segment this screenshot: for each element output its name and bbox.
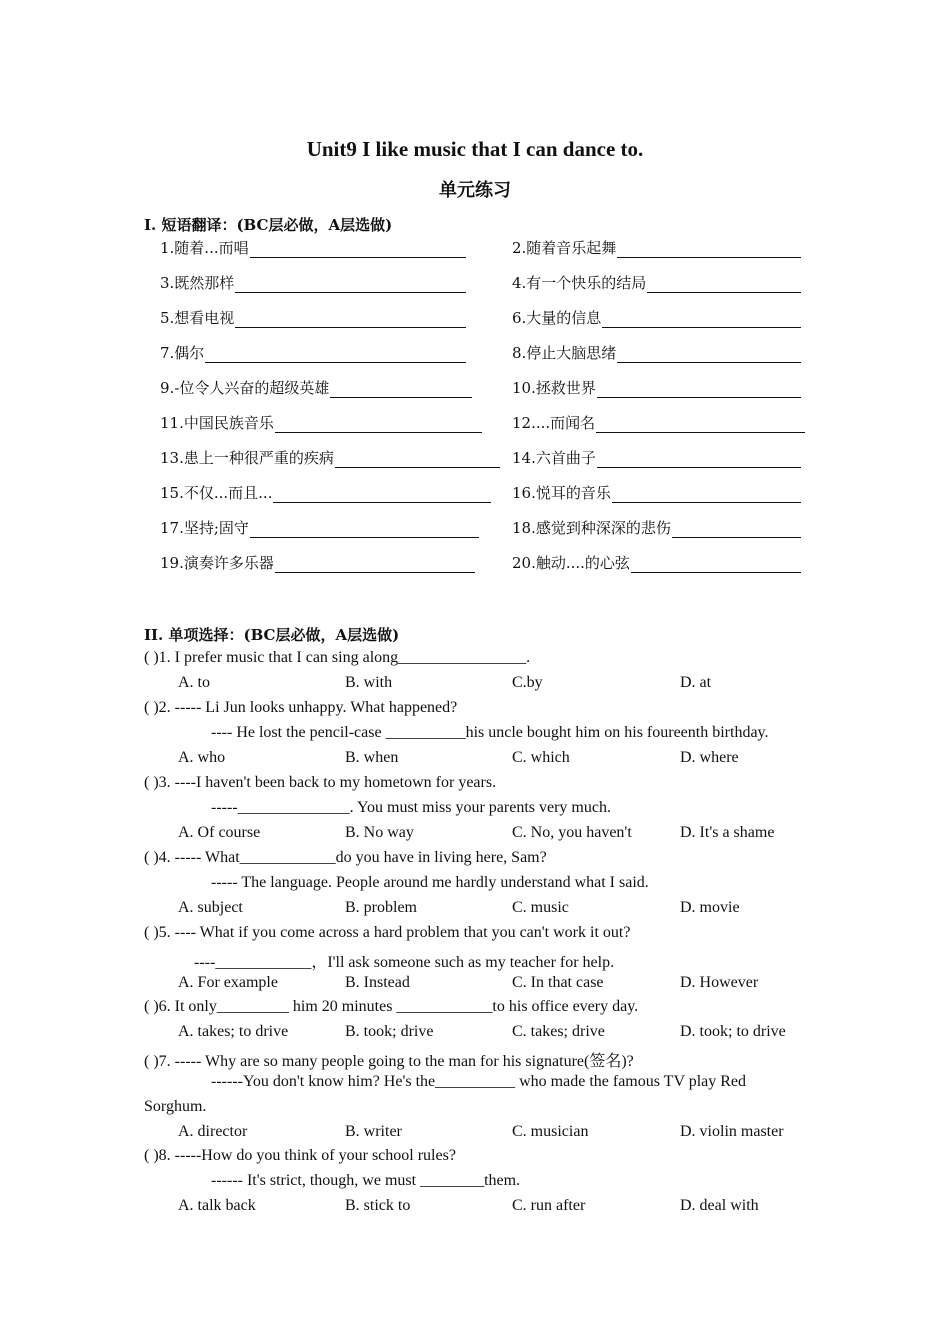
phrase-item (512, 272, 801, 293)
phrase-item (160, 307, 466, 328)
phrase-item (160, 272, 466, 293)
option-a[interactable]: A. who (178, 749, 226, 766)
question-3-stem: ( )3. ----I haven't been back to my hometown for years. (144, 774, 497, 791)
question-5-stem: ( )5. ---- What if you come across a hard problem that you can't work it out? (144, 924, 631, 941)
phrase-label: 17.坚持;固守 (160, 519, 249, 537)
phrase-label: 14.六首曲子 (512, 449, 596, 467)
option-b[interactable]: B. took; drive (345, 1023, 434, 1040)
phrase-label: 11.中国民族音乐 (160, 414, 274, 432)
phrase-item (512, 517, 801, 538)
phrase-label: 16.悦耳的音乐 (512, 484, 611, 502)
option-d[interactable]: D. violin master (680, 1123, 784, 1140)
option-c[interactable]: C. run after (512, 1197, 586, 1214)
question-7-line2: ------You don't know him? He's the__________ who made the famous TV play Red (211, 1073, 747, 1090)
page-subtitle: 单元练习 (439, 180, 511, 201)
answer-blank[interactable] (612, 488, 801, 503)
option-a[interactable]: A. to (178, 674, 210, 691)
phrase-label: 10.拯救世界 (512, 379, 596, 397)
phrase-label: 2.随着音乐起舞 (512, 239, 617, 257)
answer-blank[interactable] (275, 558, 475, 573)
phrase-item (512, 342, 801, 363)
question-2-line2: ---- He lost the pencil-case __________his uncle bought him on his foureenth birthday. (211, 724, 769, 741)
answer-blank[interactable] (596, 418, 805, 433)
phrase-label: 7.偶尔 (160, 344, 205, 362)
answer-blank[interactable] (602, 313, 801, 328)
option-c[interactable]: C.by (512, 674, 543, 691)
phrase-label: 20.触动....的心弦 (512, 554, 630, 572)
phrase-item (160, 237, 466, 258)
answer-blank[interactable] (250, 523, 479, 538)
answer-blank[interactable] (205, 348, 466, 363)
question-6-stem: ( )6. It only_________ him 20 minutes ____________to his office every day. (144, 998, 639, 1015)
phrase-label: 5.想看电视 (160, 309, 235, 327)
phrase-label: 4.有一个快乐的结局 (512, 274, 647, 292)
option-d[interactable]: D. where (680, 749, 739, 766)
option-c[interactable]: C. takes; drive (512, 1023, 605, 1040)
answer-blank[interactable] (235, 278, 466, 293)
phrase-label: 6.大量的信息 (512, 309, 602, 327)
option-a[interactable]: A. For example (178, 974, 278, 991)
answer-blank[interactable] (335, 453, 500, 468)
option-a[interactable]: A. talk back (178, 1197, 256, 1214)
phrase-label: 3.既然那样 (160, 274, 235, 292)
option-d[interactable]: D. at (680, 674, 712, 691)
phrase-item (160, 482, 491, 503)
answer-blank[interactable] (235, 313, 466, 328)
phrase-label: 8.停止大脑思绪 (512, 344, 617, 362)
question-4-line2: ----- The language. People around me hardly understand what I said. (211, 874, 649, 891)
phrase-item (160, 552, 475, 573)
answer-blank[interactable] (617, 243, 801, 258)
option-d[interactable]: D. movie (680, 899, 740, 916)
question-8-stem: ( )8. -----How do you think of your school rules? (144, 1147, 456, 1164)
option-b[interactable]: B. when (345, 749, 399, 766)
question-3-line2: -----______________. You must miss your parents very much. (211, 799, 611, 816)
phrase-item (160, 517, 479, 538)
answer-blank[interactable] (617, 348, 801, 363)
phrase-item (160, 377, 472, 398)
page-title: Unit9 I like music that I can dance to. (306, 137, 644, 161)
section1-heading: I. 短语翻译：(BC层必做，A层选做) (144, 216, 393, 234)
question-4-stem: ( )4. ----- What____________do you have in living here, Sam? (144, 849, 547, 866)
phrase-label: 1.随着...而唱 (160, 239, 249, 257)
question-7-stem: ( )7. ----- Why are so many people going to the man for his signature(签名)? (144, 1053, 634, 1070)
option-a[interactable]: A. subject (178, 899, 243, 916)
option-d[interactable]: D. took; to drive (680, 1023, 786, 1040)
answer-blank[interactable] (597, 383, 801, 398)
answer-blank[interactable] (647, 278, 801, 293)
option-d[interactable]: D. It's a shame (680, 824, 775, 841)
answer-blank[interactable] (672, 523, 801, 538)
phrase-item (512, 237, 801, 258)
question-7-line3: Sorghum. (144, 1098, 207, 1115)
phrase-item (512, 412, 805, 433)
option-b[interactable]: B. with (345, 674, 393, 691)
phrase-item (512, 552, 801, 573)
option-b[interactable]: B. Instead (345, 974, 410, 991)
answer-blank[interactable] (330, 383, 472, 398)
option-c[interactable]: C. No, you haven't (512, 824, 632, 841)
answer-blank[interactable] (273, 488, 491, 503)
option-a[interactable]: A. takes; to drive (178, 1023, 289, 1040)
option-b[interactable]: B. No way (345, 824, 414, 841)
option-b[interactable]: B. writer (345, 1123, 402, 1140)
answer-blank[interactable] (631, 558, 801, 573)
phrase-label: 18.感觉到种深深的悲伤 (512, 519, 671, 537)
option-c[interactable]: C. musician (512, 1123, 589, 1140)
option-c[interactable]: C. In that case (512, 974, 604, 991)
phrase-label: 19.演奏许多乐器 (160, 554, 274, 572)
phrase-label: 12....而闻名 (512, 414, 596, 432)
option-c[interactable]: C. which (512, 749, 570, 766)
option-a[interactable]: A. director (178, 1123, 248, 1140)
question-5-line2: ----____________，I'll ask someone such as my teacher for help. (194, 954, 615, 971)
answer-blank[interactable] (597, 453, 801, 468)
phrase-label: 9.-位令人兴奋的超级英雄 (160, 379, 330, 397)
phrase-item (512, 482, 801, 503)
option-c[interactable]: C. music (512, 899, 569, 916)
option-b[interactable]: B. problem (345, 899, 417, 916)
phrase-label: 13.患上一种很严重的疾病 (160, 449, 334, 467)
option-d[interactable]: D. However (680, 974, 759, 991)
phrase-label: 15.不仅...而且... (160, 484, 273, 502)
phrase-item (512, 377, 801, 398)
option-a[interactable]: A. Of course (178, 824, 261, 841)
phrase-item (160, 412, 482, 433)
option-d[interactable]: D. deal with (680, 1197, 759, 1214)
question-1-stem: ( )1. I prefer music that I can sing along________________. (144, 649, 531, 666)
phrase-item (512, 307, 801, 328)
answer-blank[interactable] (275, 418, 482, 433)
option-b[interactable]: B. stick to (345, 1197, 411, 1214)
question-8-line2: ------ It's strict, though, we must ________them. (211, 1172, 521, 1189)
phrase-item (160, 342, 466, 363)
section2-heading: II. 单项选择：(BC层必做，A层选做) (144, 626, 400, 644)
phrase-item (512, 447, 801, 468)
question-2-stem: ( )2. ----- Li Jun looks unhappy. What happened? (144, 699, 458, 716)
answer-blank[interactable] (250, 243, 466, 258)
phrase-item (160, 447, 500, 468)
